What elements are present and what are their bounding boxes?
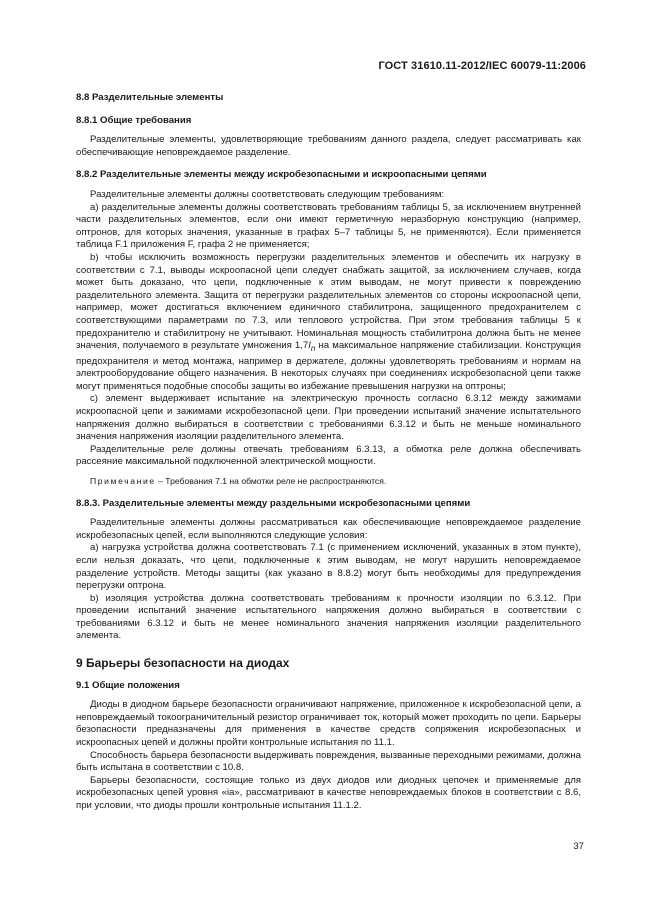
document-header: ГОСТ 31610.11-2012/IEC 60079-11:2006 (378, 60, 586, 72)
list-item-b (76, 252, 581, 393)
list-item-b: b) изоляция устройства должна соответствовать требованиям к прочности изоляции по 6.3.12. При проведении испытаний значение испытательного напряжения должно выбираться в соответствии с требованиями 6.3.12 и быть не менее номинального значения напряжения изоляции разделительного элемента. (76, 592, 581, 642)
paragraph: Барьеры безопасности, состоящие только из двух диодов или диодных цепочек и применяемые для искробезопасных цепей уровня «ia», рассматривают в качестве неповреждаемых блоков в соответствии с 8.6, при условии, что диоды прошли контрольные испытания 11.1.2. (76, 774, 581, 811)
paragraph: Разделительные элементы, удовлетворяющие требованиям данного раздела, следует рассматривать как обеспечивающие неповреждаемое разделение. (76, 134, 581, 158)
section-9-1-title: 9.1 Общие положения (76, 679, 180, 691)
section-9-title: 9 Барьеры безопасности на диодах (76, 656, 290, 671)
list-item-b-text-1: b) чтобы исключить возможность перегрузки разделительных элементов и обеспечить их нагрузку в соответствии с 7.1, выводы искроопасной цепи следует снабжать защитой, за исключением случаев, когда может быть доказано, что цепи, подключенные к этим выводам, не могут привести к повреждению разделительного элемента. Защита от перегрузки разделительных элементов со стороны искроопасной цепи, например, может достигаться включением единичного стабилитрона, защищенного предохранителем с соответствующими параметрами по 7.3, или теплового устройства. При этом требования таблицы 5 к предохранителю и стабилитрону не учитывают. Номинальная мощность стабилитрона должна быть не менее значения, получаемого в результате умножения 1,7 (76, 251, 581, 352)
list-item-c: c) элемент выдерживает испытание на электрическую прочность согласно 6.3.12 между зажимами искроопасной цепи и зажимами искробезопасной цепи. При проведении испытаний значение испытательного напряжения должно выбираться в соответствии с требованиями 6.3.12 и быть не меньше номинального значения напряжения изоляции разделительного элемента. (76, 393, 581, 443)
note (76, 475, 581, 488)
list-item-a: a) нагрузка устройства должна соответствовать 7.1 (с применением исключений, указанных в этом пункте), если нельзя доказать, что цепи, подключенные к этим выводам, не могут нарушить неповреждаемое разделение устройств. Методы защиты (как указано в 8.8.2) могут быть необходимы для предупреждения перегрузки оптрона. (76, 542, 581, 592)
current-symbol: I (308, 340, 311, 352)
paragraph: Разделительные элементы должны рассматриваться как обеспечивающие неповреждаемое разделение искробезопасных цепей, если выполняются следующие условия: (76, 517, 581, 541)
list-item-a: a) разделительные элементы должны соответствовать требованиям таблицы 5, за исключением внутренней части разделительных элементов, если они имеют герметичную неразборную конструкцию (например, оптронов, для которых значения, указанные в графах 5–7 таблицы 5, не применяются). Если применяется таблица F.1 приложения F, графа 2 не применяется; (76, 201, 581, 251)
paragraph-relay: Разделительные реле должны отвечать требованиям 6.3.13, а обмотка реле должна обеспечивать рассеяние максимальной подключенной электрической мощности. (76, 443, 581, 468)
current-subscript: n (310, 344, 316, 353)
paragraph: Разделительные элементы должны соответствовать следующим требованиям: (90, 188, 445, 200)
note-label: Примечание (90, 475, 156, 486)
section-8-8-3-title: 8.8.3. Разделительные элементы между раздельными искробезопасными цепями (76, 497, 471, 509)
document-body (76, 92, 581, 813)
section-8-8-title: 8.8 Разделительные элементы (76, 92, 224, 103)
section-8-8-1-title: 8.8.1 Общие требования (76, 114, 192, 126)
section-8-8-2-title: 8.8.2 Разделительные элементы между искробезопасными и искроопасными цепями (76, 169, 487, 181)
paragraph: Диоды в диодном барьере безопасности ограничивают напряжение, приложенное к искробезопасной цепи, а неповреждаемый токоограничительный резистор ограничивает ток, который может проходить по цепи. Барьеры безопасности предназначены для применения в качестве средств сопряжения искробезопасных и искроопасных цепей и должны пройти контрольные испытания по 11.1. (76, 699, 581, 749)
page-number: 37 (573, 841, 584, 852)
list-item-b-text-2: на максимальное напряжение стабилизации. Конструкция предохранителя и метод монтажа, например в держателе, должны удовлетворять требованиям и нормам на электрооборудование общего назначения. В некоторых случаях при соединениях искробезопасной цепи также могут применяться подобные способы защиты во избежание превышения нагрузки на оптроны; (76, 340, 581, 392)
note-text: – Требования 7.1 на обмотки реле не распространяются. (155, 475, 387, 486)
paragraph: Способность барьера безопасности выдерживать повреждения, вызванные переходными режимами, должна быть испытана в соответствии с 10.8. (76, 749, 581, 774)
